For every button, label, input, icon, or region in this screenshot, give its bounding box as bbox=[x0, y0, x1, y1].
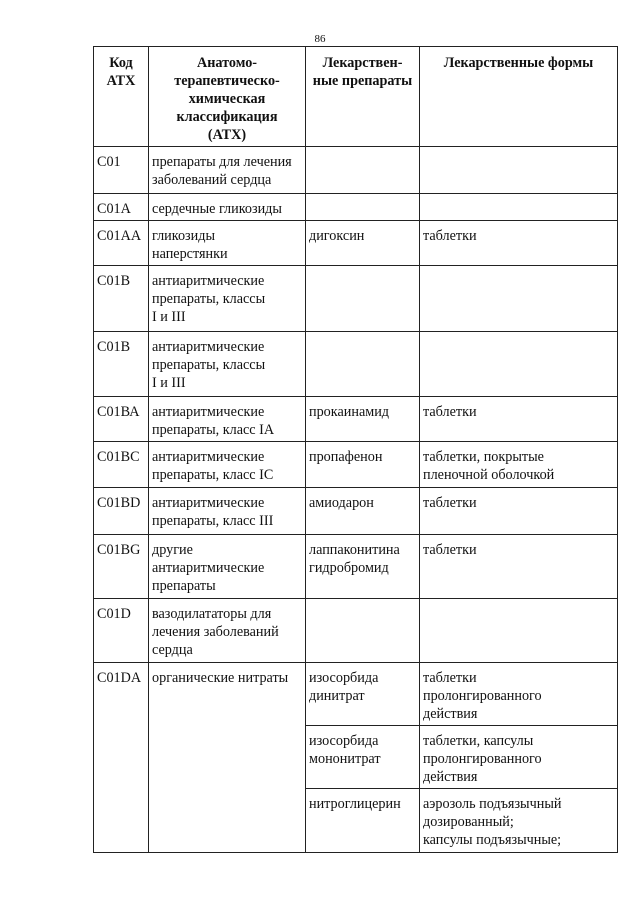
table-row bbox=[94, 488, 618, 535]
cell-forms: таблетки bbox=[420, 488, 618, 535]
cell-forms: таблетки bbox=[420, 397, 618, 442]
table-row bbox=[94, 442, 618, 488]
cell-classification: антиаритмические препараты, классы I и III bbox=[149, 266, 306, 332]
cell-forms bbox=[420, 194, 618, 221]
cell-classification: препараты для лечения заболеваний сердца bbox=[149, 147, 306, 194]
cell-forms bbox=[420, 332, 618, 397]
cell-code: С01ВА bbox=[94, 397, 149, 442]
table-row bbox=[94, 221, 618, 266]
atx-table bbox=[93, 46, 618, 853]
cell-code: С01 bbox=[94, 147, 149, 194]
table-header-row bbox=[94, 47, 618, 147]
cell-drug: нитроглицерин bbox=[306, 789, 420, 853]
cell-classification: гликозиды наперстянки bbox=[149, 221, 306, 266]
cell-drug bbox=[306, 266, 420, 332]
cell-classification: вазодилататоры для лечения заболеваний сердца bbox=[149, 599, 306, 663]
table-row bbox=[94, 535, 618, 599]
cell-classification: другие антиаритмические препараты bbox=[149, 535, 306, 599]
cell-drug: прокаинамид bbox=[306, 397, 420, 442]
cell-classification: антиаритмические препараты, класс IA bbox=[149, 397, 306, 442]
cell-code: С01BD bbox=[94, 488, 149, 535]
cell-forms: таблетки bbox=[420, 221, 618, 266]
cell-code: C01BG bbox=[94, 535, 149, 599]
cell-drug: изосорбида динитрат bbox=[306, 663, 420, 726]
header-dosage-forms: Лекарственные формы bbox=[420, 47, 618, 147]
cell-classification: сердечные гликозиды bbox=[149, 194, 306, 221]
cell-forms: таблетки пролонгированного действия bbox=[420, 663, 618, 726]
cell-code: С01В bbox=[94, 332, 149, 397]
cell-code: С01А bbox=[94, 194, 149, 221]
cell-classification: антиаритмические препараты, классы I и III bbox=[149, 332, 306, 397]
cell-forms bbox=[420, 599, 618, 663]
cell-code: C01DA bbox=[94, 663, 149, 853]
cell-drug: лаппаконитина гидробромид bbox=[306, 535, 420, 599]
table-row bbox=[94, 194, 618, 221]
table-row bbox=[94, 332, 618, 397]
header-atx-classification: Анатомо- терапевтическо- химическая классификация (АТХ) bbox=[149, 47, 306, 147]
cell-classification: антиаритмические препараты, класс IC bbox=[149, 442, 306, 488]
cell-classification: органические нитраты bbox=[149, 663, 306, 853]
cell-forms bbox=[420, 266, 618, 332]
table-row bbox=[94, 266, 618, 332]
cell-code: C01D bbox=[94, 599, 149, 663]
cell-drug: пропафенон bbox=[306, 442, 420, 488]
cell-drug: дигоксин bbox=[306, 221, 420, 266]
table-row bbox=[94, 599, 618, 663]
cell-forms: аэрозоль подъязычный дозированный; капсулы подъязычные; bbox=[420, 789, 618, 853]
cell-drug: амиодарон bbox=[306, 488, 420, 535]
table-row bbox=[94, 147, 618, 194]
cell-code: С01АА bbox=[94, 221, 149, 266]
header-drugs: Лекарствен- ные препараты bbox=[306, 47, 420, 147]
cell-code: С01ВС bbox=[94, 442, 149, 488]
cell-forms: таблетки, покрытые пленочной оболочкой bbox=[420, 442, 618, 488]
cell-forms: таблетки bbox=[420, 535, 618, 599]
cell-forms: таблетки, капсулы пролонгированного действия bbox=[420, 726, 618, 789]
cell-drug bbox=[306, 194, 420, 221]
page-number: 86 bbox=[314, 33, 326, 45]
header-atx-code: Код АТХ bbox=[94, 47, 149, 147]
table-row bbox=[94, 663, 618, 726]
cell-drug bbox=[306, 332, 420, 397]
cell-drug bbox=[306, 599, 420, 663]
cell-drug: изосорбида мононитрат bbox=[306, 726, 420, 789]
cell-code: С01В bbox=[94, 266, 149, 332]
cell-forms bbox=[420, 147, 618, 194]
cell-drug bbox=[306, 147, 420, 194]
table-row bbox=[94, 397, 618, 442]
cell-classification: антиаритмические препараты, класс III bbox=[149, 488, 306, 535]
